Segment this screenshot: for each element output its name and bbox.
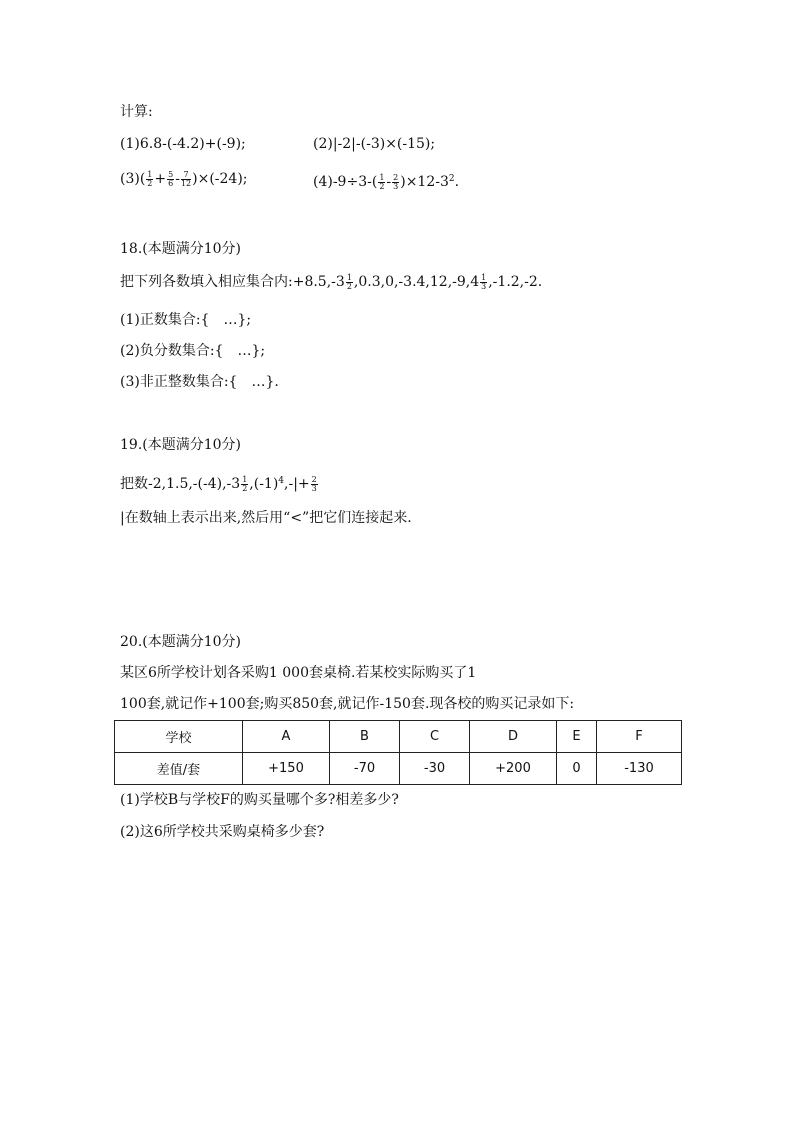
q19-instruction: |在数轴上表示出来,然后用“<”把它们连接起来. <box>120 510 412 526</box>
calc-heading: 计算: <box>120 104 153 120</box>
calc-problem-4 <box>313 169 459 192</box>
q20-title: 20.(本题满分10分) <box>120 634 242 650</box>
purchase-record-table <box>114 720 682 785</box>
p4-exponent: 2 <box>448 174 455 184</box>
p3-close: )×(-24); <box>192 171 248 187</box>
table-header-row <box>115 721 682 753</box>
q18-set-non-positive-integer: (3)非正整数集合:{ …}. <box>120 374 279 390</box>
fraction-2-3: $\frac{2}{3}$ <box>393 172 399 191</box>
fraction-5-6: $\frac{5}{6}$ <box>168 169 174 188</box>
table-cell: -130 <box>597 753 682 785</box>
q18-title: 18.(本题满分10分) <box>120 241 242 257</box>
fraction-1-2: $\frac{1}{2}$ <box>379 172 385 191</box>
table-cell: +150 <box>243 753 330 785</box>
q19-prompt: 把数-2,1.5,-(-4),-3 $\frac{1}{2}$ $,(-1)^4,-|+$ $\frac{2}{3}$ <box>120 474 317 493</box>
q19-exponent: 4 <box>278 476 285 486</box>
q19-title: 19.(本题满分10分) <box>120 437 242 453</box>
table-cell: 差值/套 <box>115 753 243 785</box>
table-cell: A <box>243 721 330 753</box>
p4-minus: - <box>386 174 392 190</box>
table-cell: +200 <box>470 753 557 785</box>
q18-set-negative-fraction: (2)负分数集合:{ …}; <box>120 343 266 359</box>
table-cell: B <box>330 721 400 753</box>
table-cell: 0 <box>557 753 597 785</box>
table-cell: E <box>557 721 597 753</box>
q20-line-1: 某区6所学校计划各采购1 000套桌椅.若某校实际购买了1 <box>120 665 477 681</box>
calc-problem-3 <box>120 169 248 189</box>
fraction-1-2: $\frac{1}{2}$ <box>147 169 153 188</box>
calc-problem-1: (1)6.8-(-4.2)+(-9); <box>120 136 246 152</box>
fraction-1-2: $\frac{1}{2}$ <box>242 474 248 493</box>
calc-problem-2: (2)|-2|-(-3)×(-15); <box>313 136 436 152</box>
q18-prompt: 把下列各数填入相应集合内:+8.5,-3 $\frac{1}{2}$ ,0.3,0,-3.4,12,-9,4 $\frac{1}{3}$ ,-1.2,-2. <box>120 272 543 291</box>
p3-open: (3)( <box>120 171 146 187</box>
table-cell: 学校 <box>115 721 243 753</box>
table-row <box>115 753 682 785</box>
fraction-7-12: $\frac{7}{12}$ <box>180 169 192 188</box>
q20-question-2: (2)这6所学校共采购桌椅多少套? <box>120 824 325 840</box>
p4-end: . <box>454 174 460 190</box>
q18-set-positive: (1)正数集合:{ …}; <box>120 312 252 328</box>
fraction-2-3: $\frac{2}{3}$ <box>311 474 317 493</box>
table-cell: -30 <box>400 753 470 785</box>
p4-close: )×12-3 <box>400 174 449 190</box>
table-cell: F <box>597 721 682 753</box>
q20-question-1: (1)学校B与学校F的购买量哪个多?相差多少? <box>120 792 399 808</box>
p3-minus: - <box>175 171 180 187</box>
fraction-1-2: $\frac{1}{2}$ <box>346 272 352 291</box>
q20-line-2: 100套,就记作+100套;购买850套,就记作-150套.现各校的购买记录如下: <box>120 696 575 712</box>
table-cell: D <box>470 721 557 753</box>
table-cell: C <box>400 721 470 753</box>
p3-plus: + <box>154 171 167 187</box>
p4-start: (4)-9÷3-( <box>313 174 378 190</box>
table-cell: -70 <box>330 753 400 785</box>
fraction-1-3: $\frac{1}{3}$ <box>481 272 487 291</box>
